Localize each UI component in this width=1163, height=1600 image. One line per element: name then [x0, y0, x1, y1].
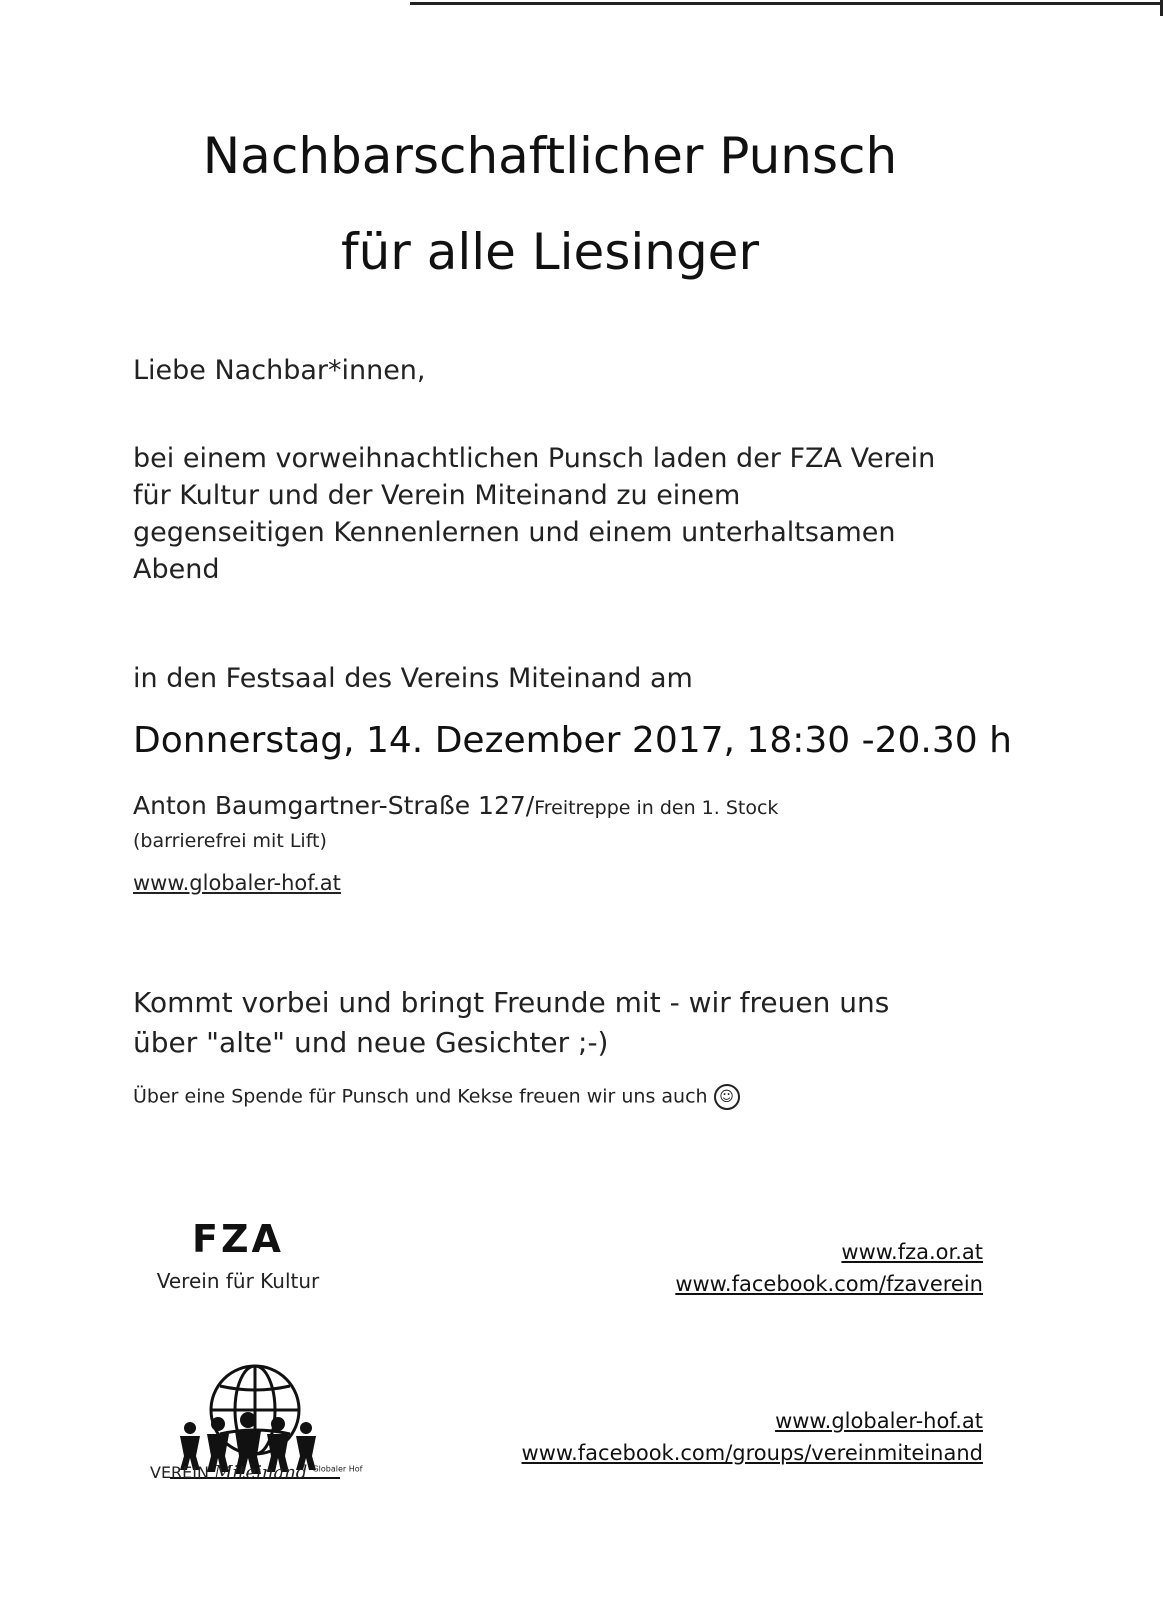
- intro-line: Abend: [133, 554, 220, 585]
- title-line-2: für alle Liesinger: [340, 223, 760, 281]
- miteinand-links: [522, 1405, 983, 1469]
- greeting: Liebe Nachbar*innen,: [133, 355, 426, 386]
- address-street: Anton Baumgartner-Straße 127/: [133, 791, 535, 820]
- fza-website-link[interactable]: www.fza.or.at: [841, 1240, 983, 1264]
- miteinand-caption: [150, 1462, 362, 1483]
- flyer-title: [0, 108, 1100, 300]
- caption-tiny: Globaler Hof: [312, 1464, 363, 1474]
- fza-facebook-link[interactable]: www.facebook.com/fzaverein: [675, 1272, 983, 1296]
- intro-line: gegenseitigen Kennenlernen und einem unterhaltsamen: [133, 517, 896, 548]
- invite-line: Kommt vorbei und bringt Freunde mit - wir freuen uns: [133, 986, 890, 1019]
- intro-line: für Kultur und der Verein Miteinand zu einem: [133, 480, 741, 511]
- accessibility-note: (barrierefrei mit Lift): [133, 830, 327, 852]
- fza-logo-text: FZA: [192, 1217, 284, 1261]
- invite-line: über "alte" und neue Gesichter ;-): [133, 1026, 609, 1059]
- venue-text: in den Festsaal des Vereins Miteinand am: [133, 663, 693, 694]
- fza-links: [675, 1236, 983, 1300]
- fza-subtitle: Verein für Kultur: [156, 1269, 320, 1293]
- miteinand-facebook-link[interactable]: www.facebook.com/groups/vereinmiteinand: [521, 1441, 983, 1465]
- fza-logo: [148, 1217, 328, 1293]
- event-address: [133, 791, 778, 820]
- caption-script: Miteinand: [214, 1462, 308, 1483]
- scan-border-line: [410, 2, 1163, 5]
- intro-line: bei einem vorweihnachtlichen Punsch laden der FZA Verein: [133, 443, 936, 474]
- donation-note: [133, 1084, 740, 1110]
- event-date: Donnerstag, 14. Dezember 2017, 18:30 -20.30 h: [133, 720, 1012, 761]
- address-stairs: Freitreppe in den 1. Stock: [534, 797, 779, 819]
- miteinand-website-link[interactable]: www.globaler-hof.at: [775, 1409, 983, 1433]
- donation-text: Über eine Spende für Punsch und Kekse freuen wir uns auch: [133, 1085, 708, 1108]
- intro-paragraph: [133, 440, 1013, 588]
- title-line-1: Nachbarschaftlicher Punsch: [202, 127, 898, 185]
- caption-prefix: VEREIN: [150, 1463, 209, 1482]
- smiley-icon: ☺: [714, 1084, 740, 1110]
- website-link[interactable]: www.globaler-hof.at: [133, 871, 341, 895]
- invite-paragraph: [133, 983, 889, 1063]
